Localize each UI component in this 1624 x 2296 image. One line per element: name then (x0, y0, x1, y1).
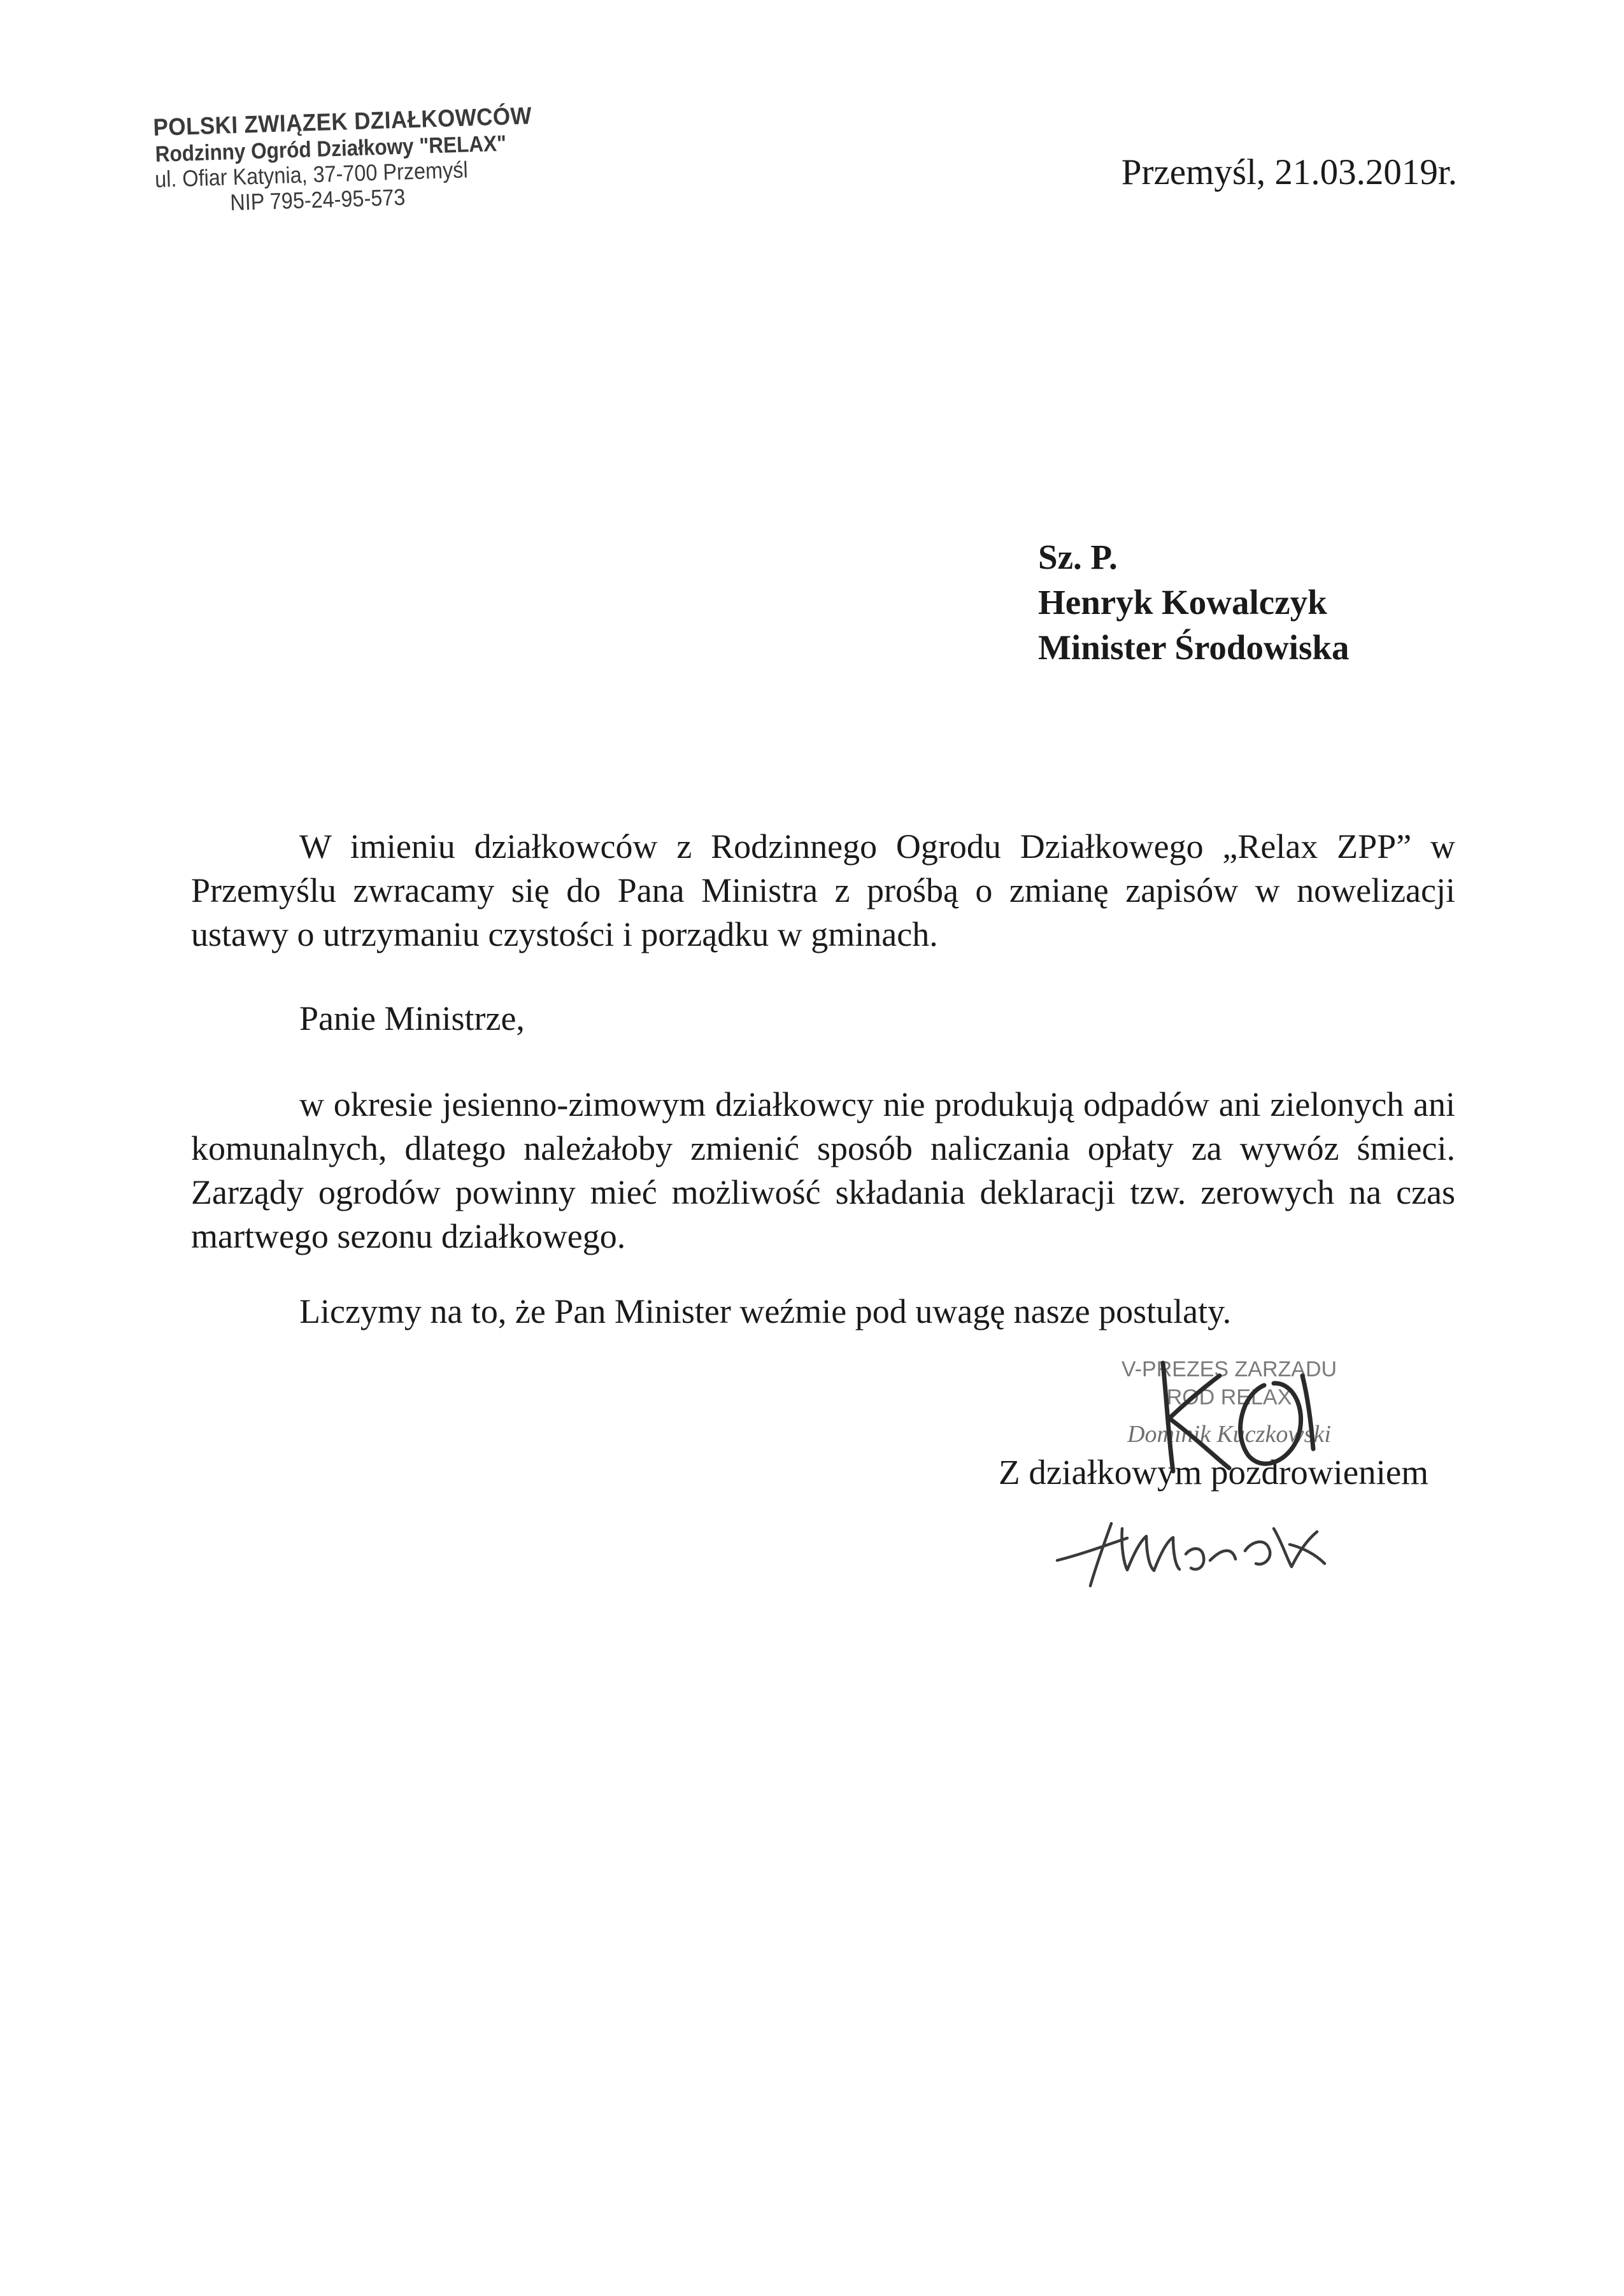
addressee-block (1038, 535, 1349, 671)
place-and-date: Przemyśl, 21.03.2019r. (1121, 152, 1457, 192)
stamp-address: ul. Ofiar Katynia, 37-700 Przemyśl (154, 156, 469, 192)
letter-salutation: Panie Ministrze, (299, 999, 525, 1037)
signature-stamp-name: Dominik Kuczkowski (1127, 1421, 1331, 1448)
member-signature (1057, 1523, 1325, 1586)
stamp-garden-name: Rodzinny Ogród Działkowy "RELAX" (155, 131, 507, 167)
stamp-organization: POLSKI ZWIĄZEK DZIAŁKOWCÓW (153, 103, 532, 141)
signature-stamp-org: ROD RELAX (1166, 1385, 1292, 1409)
addressee-name: Henryk Kowalczyk (1038, 582, 1327, 622)
closing-paragraph: Liczymy na to, że Pan Minister weźmie pod uwagę nasze postulaty. (299, 1292, 1232, 1330)
addressee-title: Minister Środowiska (1038, 627, 1350, 667)
stamp-nip: NIP 795-24-95-573 (229, 183, 406, 216)
farewell: Z działkowym pozdrowieniem (999, 1453, 1429, 1492)
intro-paragraph: W imieniu działkowców z Rodzinnego Ogrodu Działkowego „Relax ZPP” w Przemyślu zwracamy się do Pana Ministra z prośbą o zmianę zapisów w nowelizacji ustawy o utrzymaniu czystości i porządku w gminach. (191, 827, 1455, 953)
organization-header-stamp (153, 103, 532, 218)
main-paragraph: w okresie jesienno-zimowym działkowcy nie produkują odpadów ani zielonych ani komunalnych, dlatego należałoby zmienić sposób naliczania opłaty za wywóz śmieci. Zarządy ogrodów powinny mieć możliwość składania deklaracji tzw. zerowych na czas martwego sezonu działkowego. (191, 1085, 1455, 1255)
signature-stamp-role: V-PREZES ZARZĄDU (1121, 1357, 1337, 1381)
addressee-salutation: Sz. P. (1038, 538, 1118, 576)
signature-stamp (1083, 1355, 1376, 1448)
